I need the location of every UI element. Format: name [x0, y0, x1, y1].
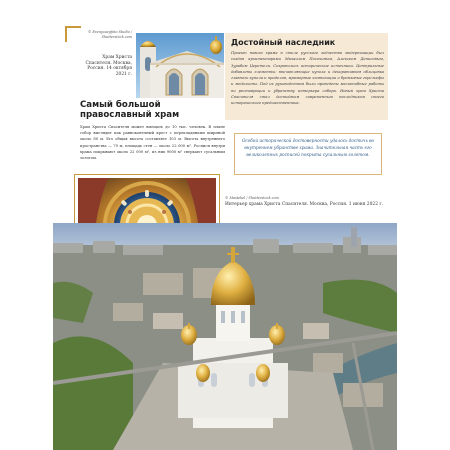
largest-church-text: Храм Христа Спасителя может вмещать до 10 тыс. человек. В плане собор выглядит как равноконечный крест с перекладинами шириной около 80 м. Его общая высота составляет 103 м. Высота внутреннего пространства — 79 м, площадь стен — около 22 000 м². Росписи внутри храма покрывают около 22 000 м², из них 9000 м² сверкают сусальным золотом. — [80, 125, 225, 161]
top-photo-credit: © Evenyzaegfoto Studio / Shutterstock.com — [87, 30, 132, 39]
aerial-cathedral-photo — [53, 223, 397, 450]
corner-ornament — [65, 26, 81, 42]
heritage-heading: Достойный наследник — [231, 38, 336, 47]
largest-church-heading: Самый большой православный храм — [80, 100, 180, 120]
quote-text: Особой исторической достоверности удалось достичь во внутреннем убранстве храма. Значительная часть его великолепных росписей покрыта сусальным золотом. — [241, 138, 375, 158]
bottom-photo-caption: Интерьер храма Христа Спасителя. Москва, Россия. 1 июня 2022 г. — [225, 202, 384, 207]
top-photo-caption: Храм Христа Спасителя. Москва, Россия. 14 октября 2021 г. — [85, 55, 132, 77]
bottom-photo-credit: © Mastekel / Shutterstock.com — [225, 196, 279, 200]
cathedral-facade-photo — [136, 33, 224, 98]
heritage-text: Проект нового храма в стиле русского зодчества модернизации был создан архитекторами Михаилом Посохиным, Алексеем Денисовым, Зурабом Церетели. Сохранились исторические источники. Центральные добавлены элементы: впечатляющие купола и декоративная облицовка главного купола и приделов, мраморные композиции и бронзовые горельефы и медальоны. Под их руководством были проведены масштабные работы по реставрации и убранству интерьера собора. Новый храм Христа Спасителя стал достойным современным наследником своего исторического предшественника. — [231, 51, 384, 106]
